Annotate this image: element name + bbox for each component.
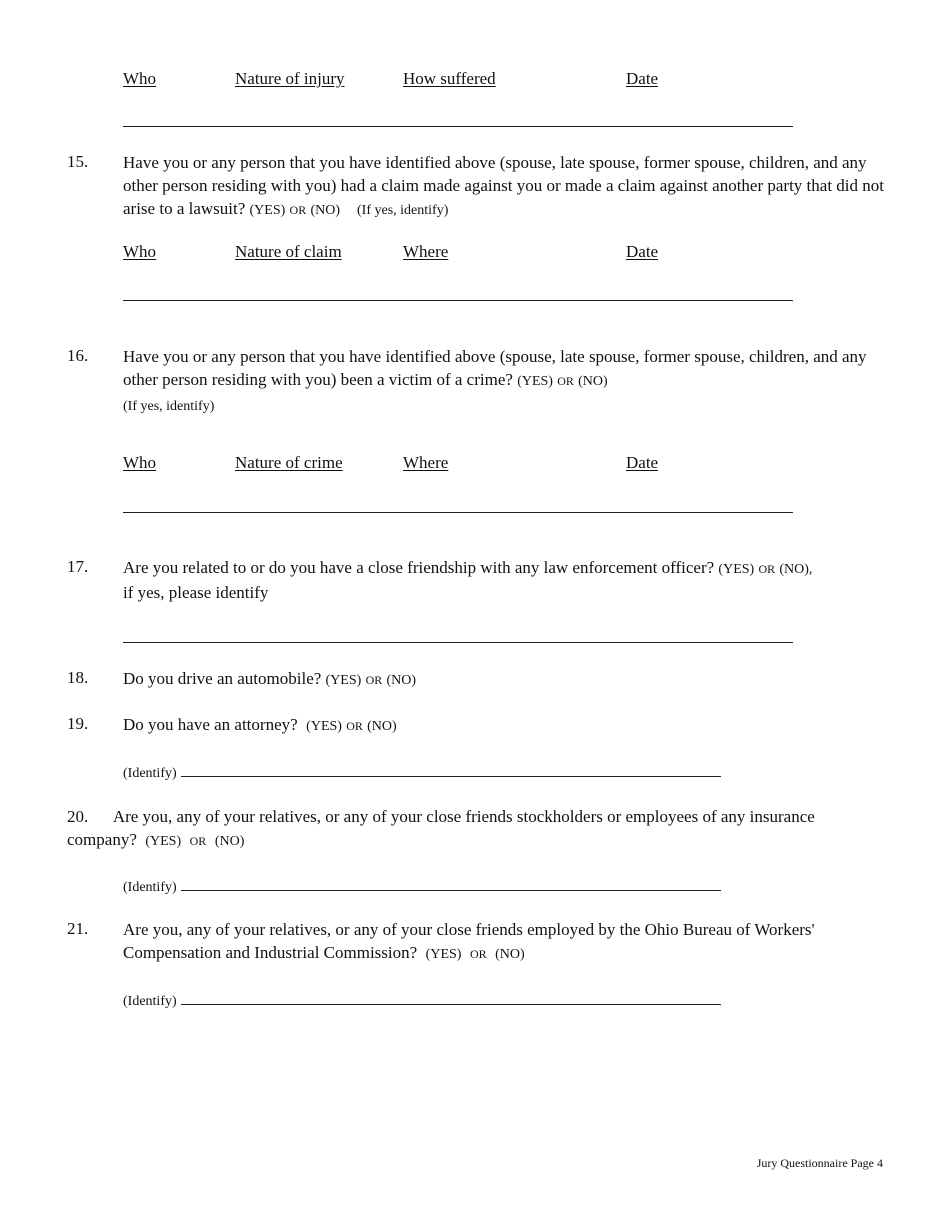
q14-col-how: How suffered xyxy=(403,69,496,88)
q17-no[interactable]: (NO), xyxy=(779,562,813,577)
q15-col-nature: Nature of claim xyxy=(235,242,342,261)
q19-no[interactable]: (NO) xyxy=(367,719,397,734)
q16-yes[interactable]: (YES) xyxy=(517,374,553,389)
q16-number: 16. xyxy=(67,346,89,365)
q20-identify-row xyxy=(123,874,721,899)
q16-col-who: Who xyxy=(123,453,157,472)
q20-number: 20. xyxy=(67,807,89,826)
q18-number: 18. xyxy=(67,668,89,687)
q21-no[interactable]: (NO) xyxy=(495,947,525,962)
q19-yes[interactable]: (YES) xyxy=(306,719,342,734)
q21-identify-row xyxy=(123,988,721,1013)
q21-line2: Compensation and Industrial Commission? xyxy=(123,943,418,962)
q15-note: (If yes, identify) xyxy=(357,203,449,218)
q16-text: Have you or any person that you have identified above (spouse, late spouse, former spouse, children, and any other person residing with you) been a victim of a crime? xyxy=(123,347,867,389)
q17-line2: if yes, please identify xyxy=(123,583,269,602)
q21-identify-line[interactable] xyxy=(181,989,721,1005)
q21-question xyxy=(123,918,885,966)
q19-number: 19. xyxy=(67,714,89,733)
q18-question xyxy=(123,667,885,692)
q20-yes[interactable]: (YES) xyxy=(145,834,182,849)
q14-answer-line[interactable] xyxy=(123,126,793,127)
q17-number: 17. xyxy=(67,557,89,576)
q18-or: OR xyxy=(365,673,383,687)
page-footer: Jury Questionnaire Page 4 xyxy=(756,1156,883,1170)
q19-or: OR xyxy=(346,719,363,733)
q21-yes[interactable]: (YES) xyxy=(425,947,462,962)
q14-col-who: Who xyxy=(123,69,157,88)
q14-col-date: Date xyxy=(626,69,659,88)
q15-answer-line[interactable] xyxy=(123,300,793,301)
q15-col-who: Who xyxy=(123,242,157,261)
q17-question xyxy=(123,556,885,604)
q19-identify-row xyxy=(123,760,721,785)
q17-yes[interactable]: (YES) xyxy=(718,562,755,577)
q20-line2: company? xyxy=(67,830,137,849)
q14-col-nature: Nature of injury xyxy=(235,69,345,88)
q16-col-nature: Nature of crime xyxy=(235,453,343,472)
q16-or: OR xyxy=(557,374,574,388)
q21-number: 21. xyxy=(67,919,89,938)
q18-text: Do you drive an automobile? xyxy=(123,669,322,688)
q19-question xyxy=(123,713,885,738)
q16-answer-line[interactable] xyxy=(123,512,793,513)
q15-yes[interactable]: (YES) xyxy=(249,203,286,218)
q16-col-where: Where xyxy=(403,453,449,472)
q19-identify-line[interactable] xyxy=(181,761,721,777)
q15-number: 15. xyxy=(67,152,89,171)
q17-answer-line[interactable] xyxy=(123,642,793,643)
q19-text: Do you have an attorney? xyxy=(123,715,298,734)
q15-text: Have you or any person that you have identified above (spouse, late spouse, former spouse, children, and any other person residing with you) had a claim made against you or made a claim against another party that did not arise to a lawsuit? xyxy=(123,153,884,218)
q19-identify-label: (Identify) xyxy=(123,766,177,781)
q16-note: (If yes, identify) xyxy=(123,399,215,414)
q17-or: OR xyxy=(758,562,776,576)
q16-question xyxy=(123,345,885,418)
q20-text: Are you, any of your relatives, or any of your close friends stockholders or employees of any insurance xyxy=(112,807,815,826)
q21-or: OR xyxy=(469,947,487,961)
q20-or: OR xyxy=(189,834,207,848)
q18-yes[interactable]: (YES) xyxy=(325,673,362,688)
q15-col-where: Where xyxy=(403,242,449,261)
q15-col-date: Date xyxy=(626,242,659,261)
q20-no[interactable]: (NO) xyxy=(214,834,245,849)
q17-text: Are you related to or do you have a close friendship with any law enforcement officer? xyxy=(123,558,715,577)
q16-col-date: Date xyxy=(626,453,659,472)
q15-or: OR xyxy=(289,203,307,217)
q20-question xyxy=(67,805,885,853)
q15-no[interactable]: (NO) xyxy=(310,203,341,218)
q21-identify-label: (Identify) xyxy=(123,994,177,1009)
q18-no[interactable]: (NO) xyxy=(386,673,417,688)
q20-identify-label: (Identify) xyxy=(123,880,177,895)
q15-question xyxy=(123,151,885,222)
q20-identify-line[interactable] xyxy=(181,875,721,891)
q16-no[interactable]: (NO) xyxy=(578,374,608,389)
q21-text: Are you, any of your relatives, or any of your close friends employed by the Ohio Bureau of Workers' xyxy=(123,920,815,939)
